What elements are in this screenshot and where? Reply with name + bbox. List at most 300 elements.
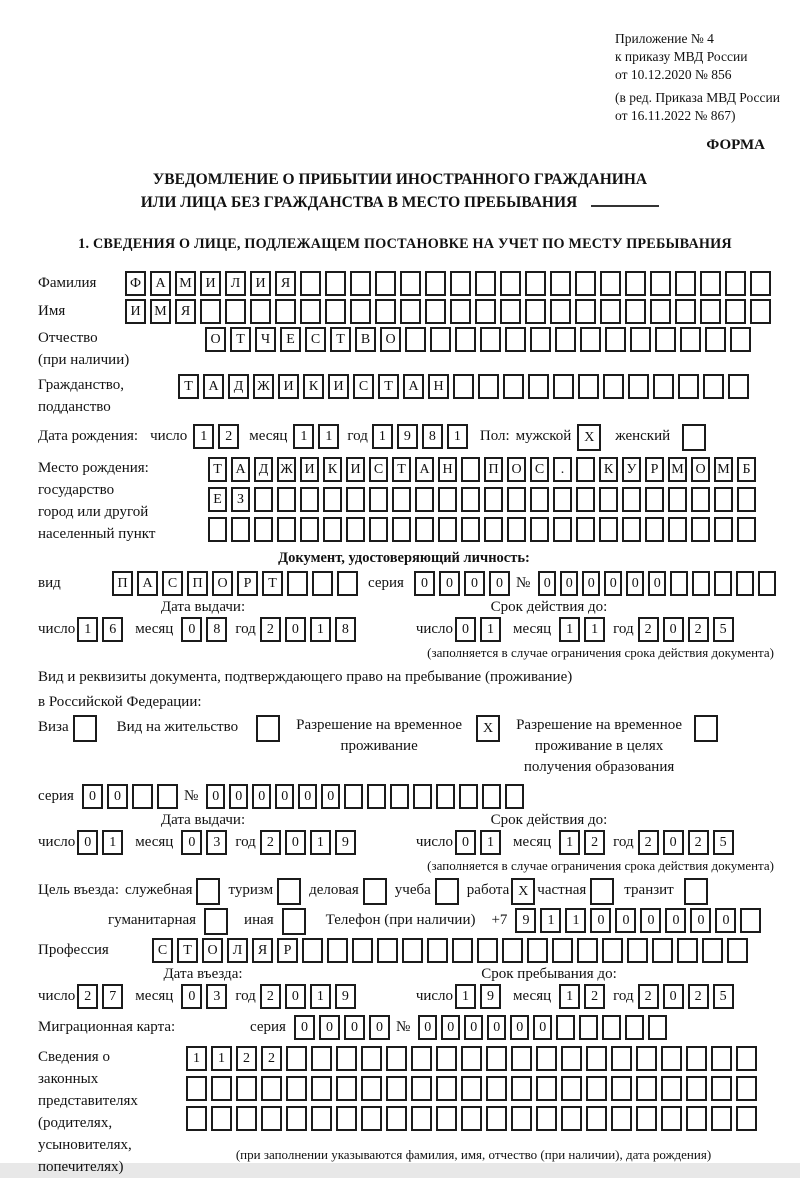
char-cell[interactable]: 2 [638,984,659,1009]
entry-month-input[interactable] [181,984,231,1009]
char-cell[interactable] [461,1106,482,1131]
sex-male-checkbox[interactable] [577,424,601,451]
char-cell[interactable] [525,299,546,324]
char-cell[interactable] [611,1076,632,1101]
char-cell[interactable] [425,271,446,296]
char-cell[interactable] [622,487,641,512]
char-cell[interactable]: А [203,374,224,399]
char-cell[interactable] [586,1106,607,1131]
char-cell[interactable]: 0 [206,784,225,809]
char-cell[interactable]: Ф [125,271,146,296]
char-cell[interactable]: С [305,327,326,352]
char-cell[interactable]: А [150,271,171,296]
resdoc-series-input[interactable] [82,784,182,809]
char-cell[interactable]: 1 [455,984,476,1009]
char-cell[interactable]: В [355,327,376,352]
char-cell[interactable] [599,517,618,542]
char-cell[interactable] [561,1106,582,1131]
iddoc-valid-month-input[interactable] [559,617,609,642]
char-cell[interactable] [527,938,548,963]
char-cell[interactable]: Ж [253,374,274,399]
char-cell[interactable] [438,487,457,512]
char-cell[interactable] [611,1106,632,1131]
legal-rep-input-row2[interactable] [186,1076,761,1101]
char-cell[interactable] [536,1106,557,1131]
char-cell[interactable] [505,784,524,809]
char-cell[interactable]: Ж [277,457,296,482]
resdoc-issue-month-input[interactable] [181,830,231,855]
char-cell[interactable] [325,271,346,296]
iddoc-valid-year-input[interactable] [638,617,738,642]
char-cell[interactable] [711,1076,732,1101]
char-cell[interactable] [500,271,521,296]
char-cell[interactable]: 1 [559,830,580,855]
char-cell[interactable]: 1 [480,617,501,642]
char-cell[interactable] [427,938,448,963]
char-cell[interactable]: Т [208,457,227,482]
resdoc-valid-day-input[interactable] [455,830,505,855]
char-cell[interactable] [648,1015,667,1040]
char-cell[interactable]: 8 [206,617,227,642]
birth-day-input[interactable] [193,424,243,449]
char-cell[interactable] [346,487,365,512]
residence-permit-checkbox[interactable] [256,715,280,742]
char-cell[interactable]: 0 [82,784,103,809]
char-cell[interactable]: 0 [285,830,306,855]
char-cell[interactable]: 0 [626,571,644,596]
char-cell[interactable]: У [622,457,641,482]
char-cell[interactable] [576,457,595,482]
char-cell[interactable]: 5 [713,617,734,642]
char-cell[interactable] [300,299,321,324]
char-cell[interactable] [436,1106,457,1131]
char-cell[interactable] [211,1106,232,1131]
char-cell[interactable]: 0 [510,1015,529,1040]
char-cell[interactable] [556,1015,575,1040]
char-cell[interactable] [486,1046,507,1071]
char-cell[interactable]: 1 [77,617,98,642]
char-cell[interactable] [555,327,576,352]
char-cell[interactable]: 8 [422,424,443,449]
char-cell[interactable] [287,571,308,596]
char-cell[interactable]: И [200,271,221,296]
char-cell[interactable]: 0 [418,1015,437,1040]
purpose-transit-checkbox[interactable] [684,878,708,905]
char-cell[interactable] [502,938,523,963]
char-cell[interactable] [425,299,446,324]
char-cell[interactable]: Р [277,938,298,963]
char-cell[interactable]: Т [392,457,411,482]
char-cell[interactable] [352,938,373,963]
resdoc-issue-day-input[interactable] [77,830,127,855]
char-cell[interactable] [625,1015,644,1040]
char-cell[interactable]: А [137,571,158,596]
char-cell[interactable] [300,271,321,296]
char-cell[interactable]: Д [254,457,273,482]
char-cell[interactable]: С [353,374,374,399]
char-cell[interactable]: И [278,374,299,399]
char-cell[interactable] [725,299,746,324]
char-cell[interactable] [478,374,499,399]
char-cell[interactable] [702,938,723,963]
char-cell[interactable] [231,517,250,542]
char-cell[interactable] [450,299,471,324]
char-cell[interactable]: И [125,299,146,324]
char-cell[interactable] [132,784,153,809]
char-cell[interactable]: Ч [255,327,276,352]
char-cell[interactable] [500,299,521,324]
char-cell[interactable] [369,517,388,542]
char-cell[interactable]: К [323,457,342,482]
char-cell[interactable] [636,1076,657,1101]
birthplace-input-row3[interactable] [208,517,760,542]
char-cell[interactable] [405,327,426,352]
char-cell[interactable]: 0 [275,784,294,809]
char-cell[interactable]: 1 [480,830,501,855]
char-cell[interactable] [714,517,733,542]
char-cell[interactable]: 0 [489,571,510,596]
char-cell[interactable] [602,938,623,963]
visa-checkbox[interactable] [73,715,97,742]
surname-input[interactable] [125,271,775,296]
char-cell[interactable]: 0 [455,830,476,855]
char-cell[interactable] [692,571,710,596]
char-cell[interactable]: 0 [604,571,622,596]
char-cell[interactable]: 2 [638,830,659,855]
phone-input[interactable] [515,908,765,933]
char-cell[interactable] [484,517,503,542]
char-cell[interactable] [461,517,480,542]
char-cell[interactable] [400,299,421,324]
char-cell[interactable]: 2 [688,617,709,642]
char-cell[interactable] [461,457,480,482]
purpose-humanitarian-checkbox[interactable] [204,908,228,935]
char-cell[interactable] [386,1106,407,1131]
char-cell[interactable] [452,938,473,963]
purpose-work-checkbox[interactable] [511,878,535,905]
char-cell[interactable]: 1 [193,424,214,449]
char-cell[interactable]: 0 [414,571,435,596]
char-cell[interactable] [337,571,358,596]
char-cell[interactable] [694,715,718,742]
char-cell[interactable] [511,1106,532,1131]
purpose-private-checkbox[interactable] [590,878,614,905]
char-cell[interactable]: 9 [397,424,418,449]
char-cell[interactable]: 1 [540,908,561,933]
char-cell[interactable] [256,715,280,742]
char-cell[interactable] [580,327,601,352]
char-cell[interactable]: 0 [181,984,202,1009]
char-cell[interactable] [652,938,673,963]
char-cell[interactable] [553,374,574,399]
char-cell[interactable] [552,938,573,963]
char-cell[interactable] [475,299,496,324]
char-cell[interactable]: 5 [713,984,734,1009]
char-cell[interactable] [678,374,699,399]
char-cell[interactable] [386,1076,407,1101]
char-cell[interactable] [415,517,434,542]
char-cell[interactable] [311,1106,332,1131]
char-cell[interactable]: Т [177,938,198,963]
char-cell[interactable] [411,1106,432,1131]
char-cell[interactable] [536,1046,557,1071]
char-cell[interactable] [691,517,710,542]
char-cell[interactable] [363,878,387,905]
char-cell[interactable] [686,1076,707,1101]
iddoc-valid-day-input[interactable] [455,617,505,642]
char-cell[interactable] [430,327,451,352]
char-cell[interactable]: Л [225,271,246,296]
char-cell[interactable]: Н [438,457,457,482]
char-cell[interactable]: 0 [615,908,636,933]
temp-residence-checkbox[interactable] [476,715,500,742]
char-cell[interactable]: 0 [252,784,271,809]
char-cell[interactable] [730,327,751,352]
char-cell[interactable] [711,1046,732,1071]
char-cell[interactable]: 0 [590,908,611,933]
char-cell[interactable] [484,487,503,512]
char-cell[interactable]: 5 [713,830,734,855]
char-cell[interactable]: 0 [439,571,460,596]
char-cell[interactable] [186,1106,207,1131]
resdoc-valid-month-input[interactable] [559,830,609,855]
char-cell[interactable] [636,1046,657,1071]
char-cell[interactable] [553,487,572,512]
char-cell[interactable] [645,487,664,512]
char-cell[interactable] [576,487,595,512]
char-cell[interactable]: 9 [480,984,501,1009]
char-cell[interactable] [507,487,526,512]
char-cell[interactable]: К [599,457,618,482]
char-cell[interactable]: 1 [584,617,605,642]
stay-year-input[interactable] [638,984,738,1009]
char-cell[interactable]: 9 [335,830,356,855]
resdoc-number-input[interactable] [206,784,528,809]
char-cell[interactable] [675,271,696,296]
char-cell[interactable] [436,784,455,809]
char-cell[interactable]: 0 [640,908,661,933]
char-cell[interactable] [576,517,595,542]
char-cell[interactable] [511,1076,532,1101]
char-cell[interactable] [736,1076,757,1101]
char-cell[interactable] [650,299,671,324]
char-cell[interactable] [684,878,708,905]
char-cell[interactable] [550,299,571,324]
char-cell[interactable] [311,1046,332,1071]
legal-rep-input-row3[interactable] [186,1106,761,1131]
char-cell[interactable]: 9 [515,908,536,933]
char-cell[interactable] [196,878,220,905]
char-cell[interactable] [737,487,756,512]
char-cell[interactable] [261,1106,282,1131]
char-cell[interactable]: 2 [688,984,709,1009]
char-cell[interactable] [211,1076,232,1101]
iddoc-issue-month-input[interactable] [181,617,231,642]
sex-female-checkbox[interactable] [682,424,706,451]
char-cell[interactable] [677,938,698,963]
char-cell[interactable]: М [668,457,687,482]
temp-residence-edu-checkbox[interactable] [694,715,718,742]
char-cell[interactable] [459,784,478,809]
char-cell[interactable]: 2 [236,1046,257,1071]
resdoc-issue-year-input[interactable] [260,830,360,855]
char-cell[interactable] [686,1106,707,1131]
char-cell[interactable] [435,878,459,905]
char-cell[interactable] [225,299,246,324]
char-cell[interactable]: X [577,424,601,451]
char-cell[interactable] [602,1015,621,1040]
char-cell[interactable] [204,908,228,935]
char-cell[interactable] [661,1046,682,1071]
char-cell[interactable] [599,487,618,512]
purpose-study-checkbox[interactable] [435,878,459,905]
char-cell[interactable]: 1 [559,984,580,1009]
char-cell[interactable] [275,299,296,324]
char-cell[interactable]: И [328,374,349,399]
char-cell[interactable]: 1 [293,424,314,449]
char-cell[interactable] [503,374,524,399]
stay-day-input[interactable] [455,984,505,1009]
char-cell[interactable] [411,1076,432,1101]
char-cell[interactable] [392,517,411,542]
char-cell[interactable] [577,938,598,963]
purpose-official-checkbox[interactable] [196,878,220,905]
char-cell[interactable]: М [175,271,196,296]
char-cell[interactable] [361,1106,382,1131]
char-cell[interactable] [336,1046,357,1071]
char-cell[interactable]: 0 [715,908,736,933]
char-cell[interactable] [277,878,301,905]
char-cell[interactable] [575,271,596,296]
char-cell[interactable]: 6 [102,617,123,642]
char-cell[interactable]: А [403,374,424,399]
char-cell[interactable]: С [162,571,183,596]
char-cell[interactable] [323,517,342,542]
char-cell[interactable]: 1 [565,908,586,933]
doc-series-input[interactable] [414,571,514,596]
char-cell[interactable]: 0 [560,571,578,596]
char-cell[interactable] [157,784,178,809]
char-cell[interactable]: 1 [559,617,580,642]
char-cell[interactable] [254,517,273,542]
char-cell[interactable] [625,299,646,324]
char-cell[interactable] [750,299,771,324]
char-cell[interactable] [208,517,227,542]
char-cell[interactable]: О [507,457,526,482]
char-cell[interactable] [413,784,432,809]
char-cell[interactable] [561,1076,582,1101]
char-cell[interactable]: 0 [181,617,202,642]
char-cell[interactable]: 0 [181,830,202,855]
char-cell[interactable] [528,374,549,399]
char-cell[interactable] [703,374,724,399]
char-cell[interactable]: Е [280,327,301,352]
char-cell[interactable]: С [530,457,549,482]
char-cell[interactable] [186,1076,207,1101]
char-cell[interactable] [668,517,687,542]
char-cell[interactable] [361,1076,382,1101]
birth-year-input[interactable] [372,424,472,449]
profession-input[interactable] [152,938,752,963]
char-cell[interactable]: Т [378,374,399,399]
char-cell[interactable] [390,784,409,809]
char-cell[interactable] [736,1046,757,1071]
char-cell[interactable]: 0 [107,784,128,809]
char-cell[interactable] [670,571,688,596]
char-cell[interactable] [586,1046,607,1071]
char-cell[interactable] [600,271,621,296]
char-cell[interactable] [714,571,732,596]
char-cell[interactable]: 7 [102,984,123,1009]
char-cell[interactable]: Я [275,271,296,296]
char-cell[interactable]: А [415,457,434,482]
char-cell[interactable] [686,1046,707,1071]
char-cell[interactable]: 3 [206,984,227,1009]
char-cell[interactable]: П [484,457,503,482]
char-cell[interactable] [525,271,546,296]
char-cell[interactable] [325,299,346,324]
purpose-other-checkbox[interactable] [282,908,306,935]
char-cell[interactable]: О [202,938,223,963]
char-cell[interactable]: Я [252,938,273,963]
char-cell[interactable]: 2 [260,617,281,642]
char-cell[interactable]: 0 [285,617,306,642]
char-cell[interactable] [736,571,754,596]
char-cell[interactable] [653,374,674,399]
iddoc-issue-year-input[interactable] [260,617,360,642]
char-cell[interactable]: 2 [688,830,709,855]
char-cell[interactable] [367,784,386,809]
migcard-number-input[interactable] [418,1015,671,1040]
name-input[interactable] [125,299,775,324]
char-cell[interactable]: 2 [638,617,659,642]
char-cell[interactable]: 1 [310,984,331,1009]
char-cell[interactable] [600,299,621,324]
char-cell[interactable] [561,1046,582,1071]
patronymic-input[interactable] [205,327,755,352]
char-cell[interactable]: 0 [464,1015,483,1040]
birthplace-input-row1[interactable] [208,457,760,482]
char-cell[interactable] [691,487,710,512]
purpose-tourism-checkbox[interactable] [277,878,301,905]
char-cell[interactable]: 1 [310,617,331,642]
char-cell[interactable] [530,487,549,512]
char-cell[interactable] [511,1046,532,1071]
char-cell[interactable] [436,1046,457,1071]
char-cell[interactable] [450,271,471,296]
char-cell[interactable] [675,299,696,324]
char-cell[interactable] [603,374,624,399]
char-cell[interactable]: 0 [690,908,711,933]
char-cell[interactable] [725,271,746,296]
char-cell[interactable]: 0 [319,1015,340,1040]
char-cell[interactable]: М [714,457,733,482]
char-cell[interactable]: 0 [369,1015,390,1040]
char-cell[interactable]: Я [175,299,196,324]
char-cell[interactable] [550,271,571,296]
char-cell[interactable]: 0 [464,571,485,596]
char-cell[interactable] [311,1076,332,1101]
char-cell[interactable]: Т [330,327,351,352]
char-cell[interactable] [302,938,323,963]
char-cell[interactable]: 0 [77,830,98,855]
char-cell[interactable]: Л [227,938,248,963]
char-cell[interactable] [282,908,306,935]
char-cell[interactable] [336,1106,357,1131]
char-cell[interactable] [400,271,421,296]
char-cell[interactable] [661,1076,682,1101]
char-cell[interactable]: Н [428,374,449,399]
